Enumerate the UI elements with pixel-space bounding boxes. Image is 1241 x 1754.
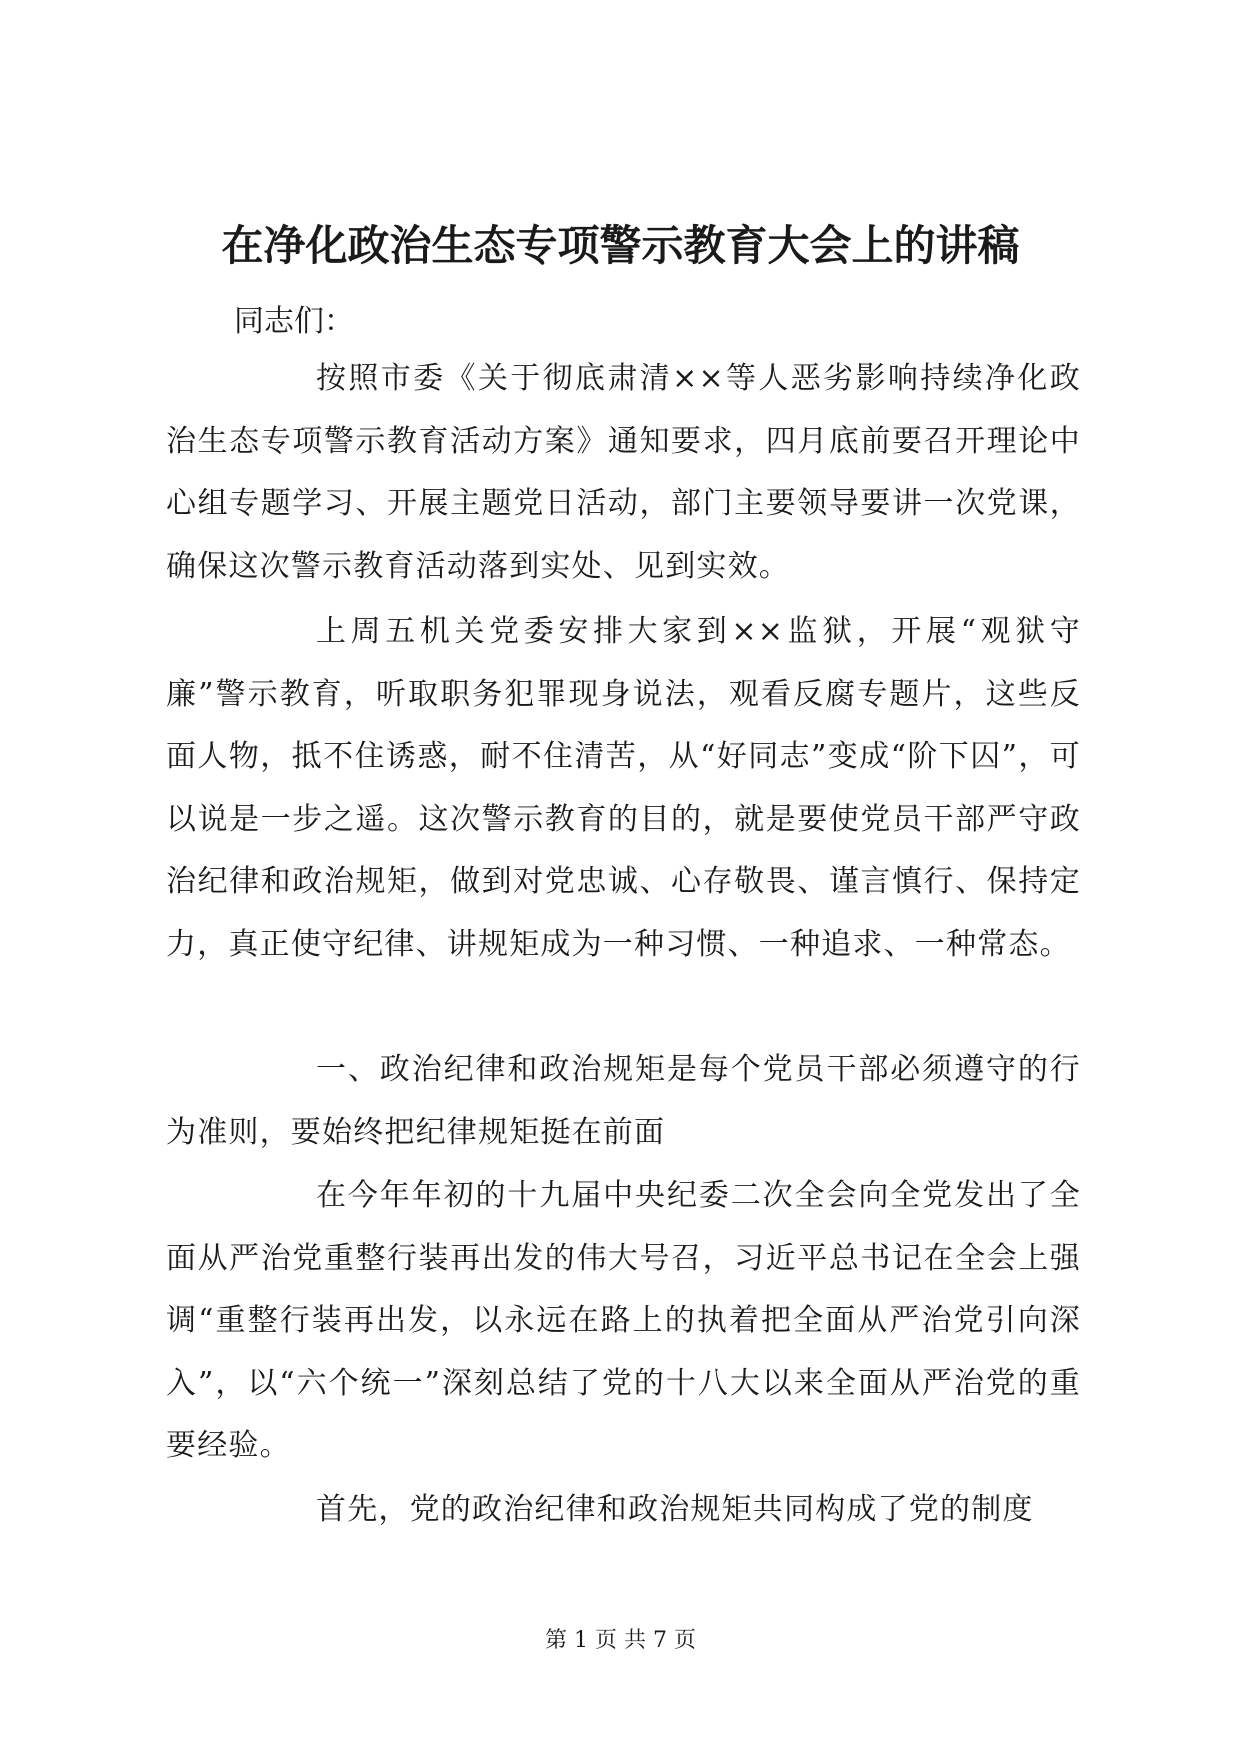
paragraph-1: 按照市委《关于彻底肃清××等人恶劣影响持续净化政治生态专项警示教育活动方案》通知要求，四月底前要召开理论中心组专题学习、开展主题党日活动，部门主要领导要讲一次党课，确保这次警示教育活动落到实处、见到实效。 <box>166 361 1081 584</box>
section-heading-1: 一、政治纪律和政治规矩是每个党员干部必须遵守的行为准则，要始终把纪律规矩挺在前面 <box>166 1052 1081 1150</box>
document-title: 在净化政治生态专项警示教育大会上的讲稿 <box>221 221 1020 270</box>
paragraph-4: 首先，党的政治纪律和政治规矩共同构成了党的制度 <box>316 1492 1034 1527</box>
salutation: 同志们： <box>234 304 354 339</box>
paragraph-2: 上周五机关党委安排大家到××监狱，开展“观狱守廉”警示教育，听取职务犯罪现身说法，观看反腐专题片，这些反面人物，抵不住诱惑，耐不住清苦，从“好同志”变成“阶下囚”，可以说是一步之遥。这次警示教育的目的，就是要使党员干部严守政治纪律和政治规矩，做到对党忠诚、心存敬畏、谨言慎行、保持定力，真正使守纪律、讲规矩成为一种习惯、一种追求、一种常态。 <box>166 614 1081 962</box>
page-footer: 第 1 页 共 7 页 <box>545 1628 696 1653</box>
paragraph-3: 在今年年初的十九届中央纪委二次全会向全党发出了全面从严治党重整行装再出发的伟大号召，习近平总书记在全会上强调“重整行装再出发，以永远在路上的执着把全面从严治党引向深入”，以“六个统一”深刻总结了党的十八大以来全面从严治党的重要经验。 <box>166 1178 1081 1463</box>
